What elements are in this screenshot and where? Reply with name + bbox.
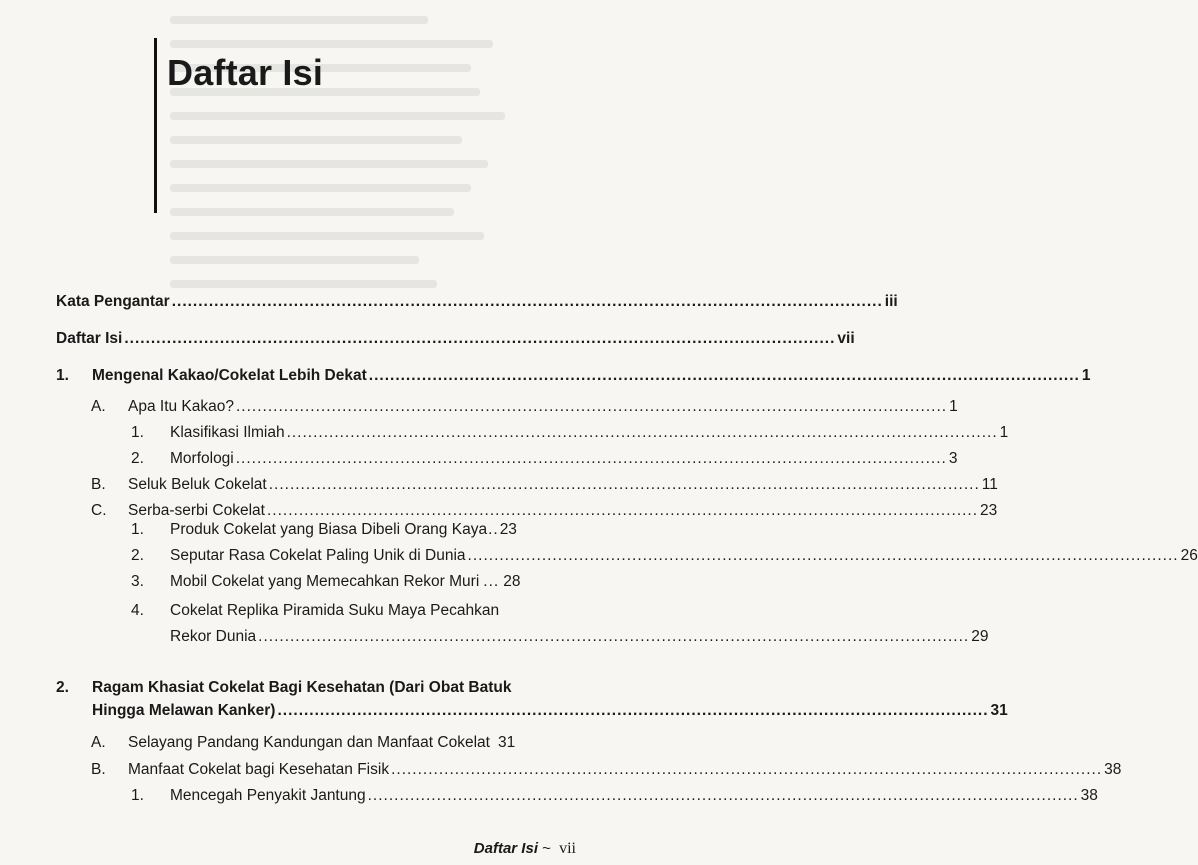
leader-dots: ...................................................................................................................................... [266, 502, 979, 519]
toc-subsection[interactable] [0, 569, 600, 595]
entry-title: Selayang Pandang Kandungan dan Manfaat Cokelat [128, 734, 490, 751]
entry-page: 11 [981, 476, 998, 493]
entry-number: 2. [56, 679, 69, 696]
leader-dots: ...................................................................................................................................... [367, 787, 1079, 804]
entry-title: Cokelat Replika Piramida Suku Maya Pecahkan [170, 602, 500, 619]
entry-title: Produk Cokelat yang Biasa Dibeli Orang Kaya [170, 521, 488, 538]
entry-page: 23 [499, 521, 517, 538]
entry-number: C. [91, 502, 107, 519]
entry-page: 1 [1081, 367, 1091, 384]
entry-title-continued: Rekor Dunia [170, 628, 257, 645]
toc-subsection[interactable] [0, 420, 1009, 446]
toc-section[interactable] [0, 394, 958, 420]
leader-dots: ...................................................................................................................................... [258, 628, 970, 645]
leader-dots: ...................................................................................................................................... [124, 330, 836, 347]
toc-chapter-2-continued[interactable] [0, 698, 1008, 724]
entry-title: Ragam Khasiat Cokelat Bagi Kesehatan (Dari Obat Batuk [92, 679, 512, 696]
bleed-through-text [170, 0, 600, 320]
entry-number: 3. [131, 573, 144, 590]
toc-subsection[interactable] [0, 446, 958, 472]
leader-dots: ...................................................................................................................................... [235, 450, 947, 467]
entry-title: Mencegah Penyakit Jantung [170, 787, 366, 804]
leader-dots: ...................................................................................................................................... [171, 293, 883, 310]
footer-separator: ~ [542, 840, 551, 857]
entry-number: 1. [131, 787, 144, 804]
entry-number: A. [91, 398, 106, 415]
leader-dots: ...................................................................................................................................... [268, 476, 980, 493]
toc-subsection[interactable] [0, 598, 600, 624]
entry-page: 29 [971, 628, 989, 645]
leader-dots: ...................................................................................................................................... [277, 702, 989, 719]
footer-label: Daftar Isi [473, 840, 538, 857]
leader-dots: ...................................................................................................................................... [286, 424, 998, 441]
toc-section[interactable] [0, 472, 998, 498]
entry-title: Apa Itu Kakao? [128, 398, 234, 415]
entry-number: 1. [131, 521, 144, 538]
entry-number: B. [91, 476, 106, 493]
entry-page: 1 [949, 398, 958, 415]
toc-chapter-1[interactable] [0, 363, 1091, 389]
leader-dots: ... [483, 573, 500, 590]
entry-page: 3 [948, 450, 958, 467]
leader-dots: ...................................................................................................................................... [236, 398, 948, 415]
leader-dots: ...................................................................................................................................... [368, 367, 1080, 384]
entry-number: 4. [131, 602, 144, 619]
toc-subsection[interactable] [0, 543, 1198, 569]
entry-number: 2. [131, 450, 144, 467]
entry-page: 1 [999, 424, 1009, 441]
entry-title: Seputar Rasa Cokelat Paling Unik di Dunia [170, 547, 466, 564]
entry-title: Kata Pengantar [56, 293, 170, 310]
entry-title: Seluk Beluk Cokelat [128, 476, 267, 493]
entry-title: Mobil Cokelat yang Memecahkan Rekor Muri [170, 573, 480, 590]
entry-page: 28 [503, 573, 521, 590]
entry-title: Serba-serbi Cokelat [128, 502, 265, 519]
leader-dots: .. [488, 521, 499, 538]
toc-entry-daftar-isi[interactable] [0, 326, 855, 352]
entry-number: B. [91, 761, 106, 778]
entry-title: Morfologi [170, 450, 234, 467]
entry-page: 31 [990, 702, 1008, 719]
entry-page: 38 [1080, 787, 1098, 804]
entry-title: Manfaat Cokelat bagi Kesehatan Fisik [128, 761, 390, 778]
entry-number: 1. [131, 424, 144, 441]
leader-dots: ...................................................................................................................................... [391, 761, 1103, 778]
page-title: Daftar Isi [167, 52, 324, 93]
footer-page-number: vii [559, 840, 576, 857]
entry-page: 38 [1104, 761, 1122, 778]
leader-dots: ...................................................................................................................................... [467, 547, 1179, 564]
toc-section[interactable] [0, 730, 600, 756]
toc-subsection[interactable] [0, 517, 600, 543]
entry-number: 2. [131, 547, 144, 564]
entry-title-continued: Hingga Melawan Kanker) [92, 702, 276, 719]
entry-title: Klasifikasi Ilmiah [170, 424, 285, 441]
entry-page: 31 [497, 734, 516, 751]
toc-section[interactable] [0, 757, 1122, 783]
entry-number: A. [91, 734, 106, 751]
entry-page: 26 [1180, 547, 1198, 564]
entry-number: 1. [56, 367, 69, 384]
entry-title: Mengenal Kakao/Cokelat Lebih Dekat [92, 367, 367, 384]
toc-entry-kata-pengantar[interactable] [0, 289, 898, 315]
page-footer [474, 840, 576, 858]
entry-page: iii [884, 293, 898, 310]
toc-subsection-continued[interactable] [0, 624, 989, 650]
entry-title: Daftar Isi [56, 330, 123, 347]
toc-subsection[interactable] [0, 783, 1098, 809]
entry-page: vii [837, 330, 855, 347]
title-rule [154, 38, 157, 213]
entry-page: 23 [980, 502, 998, 519]
